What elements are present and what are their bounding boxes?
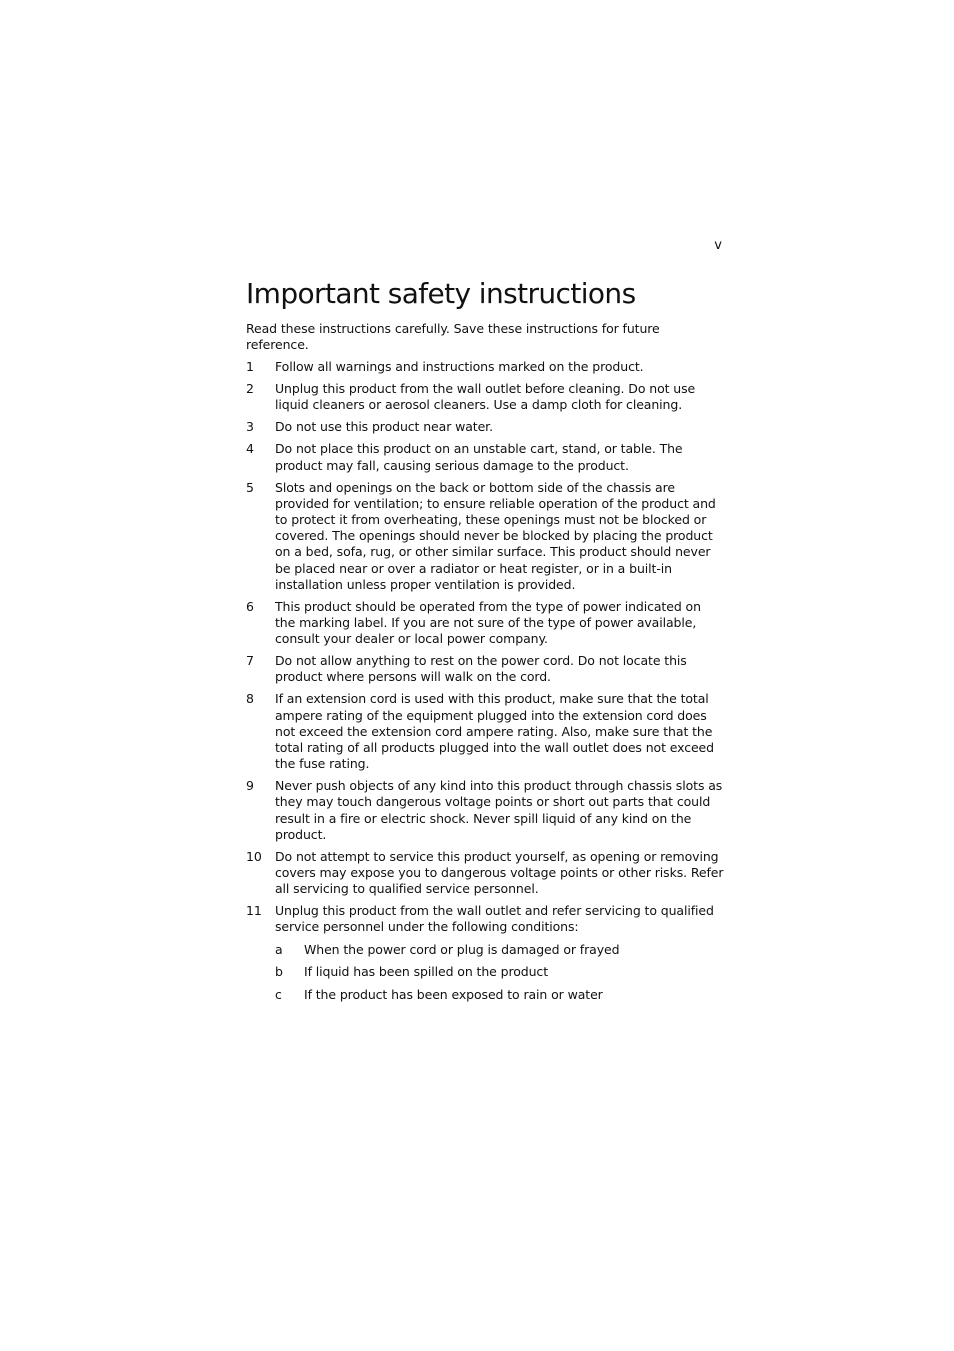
- instruction-number: 5: [246, 479, 254, 495]
- instruction-number: 7: [246, 653, 254, 669]
- condition-text: When the power cord or plug is damaged or frayed: [304, 941, 620, 957]
- instruction-number: 9: [246, 778, 254, 794]
- condition-list: [275, 942, 724, 1003]
- intro-paragraph: Read these instructions carefully. Save these instructions for future reference.: [246, 321, 660, 353]
- instruction-list: [246, 359, 724, 1003]
- condition-label: c: [275, 986, 282, 1002]
- instruction-text: Slots and openings on the back or bottom side of the chassis are provided for ventilation; to ensure reliable operation of the product and to protect it from overheating, these openings must not be blocked or covered. The openings should never be blocked by placing the product on a bed, sofa, rug, or other similar surface. This product should never be placed near or over a radiator or heat register, or in a built-in installation unless proper ventilation is provided.: [275, 479, 716, 592]
- instruction-item: [246, 359, 724, 375]
- condition-label: a: [275, 941, 283, 957]
- condition-item: [275, 987, 724, 1003]
- instruction-number: 3: [246, 419, 254, 435]
- instruction-number: 6: [246, 598, 254, 614]
- condition-text: If the product has been exposed to rain or water: [304, 986, 603, 1002]
- instruction-text: This product should be operated from the type of power indicated on the marking label. If you are not sure of the type of power available, consult your dealer or local power company.: [275, 598, 701, 647]
- instruction-number: 4: [246, 441, 254, 457]
- instruction-item: [246, 653, 724, 685]
- instruction-item: [246, 778, 724, 843]
- instruction-text: Unplug this product from the wall outlet and refer servicing to qualified service personnel under the following conditions:: [275, 903, 714, 935]
- instruction-text: Do not use this product near water.: [275, 419, 493, 435]
- instruction-number: 11: [246, 903, 262, 919]
- instruction-item: [246, 480, 724, 593]
- instruction-item: [246, 599, 724, 648]
- condition-text: If liquid has been spilled on the product: [304, 964, 548, 980]
- instruction-number: 10: [246, 848, 262, 864]
- instruction-text: Do not allow anything to rest on the power cord. Do not locate this product where persons will walk on the cord.: [275, 653, 687, 685]
- instruction-text: Never push objects of any kind into this product through chassis slots as they may touch dangerous voltage points or short out parts that could result in a fire or electric shock. Never spill liquid of any kind on the product.: [275, 778, 723, 842]
- instruction-item: [246, 903, 724, 1003]
- condition-item: [275, 942, 724, 958]
- instruction-item: [246, 691, 724, 772]
- instruction-item: [246, 419, 724, 435]
- instruction-text: Unplug this product from the wall outlet before cleaning. Do not use liquid cleaners or aerosol cleaners. Use a damp cloth for cleaning.: [275, 381, 696, 413]
- page-title: Important safety instructions: [246, 277, 636, 310]
- condition-item: [275, 964, 724, 980]
- instruction-text: If an extension cord is used with this product, make sure that the total ampere rating of the equipment plugged into the extension cord does not exceed the extension cord ampere rating. Also, make sure that the total rating of all products plugged into the wall outlet does not exceed the fuse rating.: [275, 691, 714, 772]
- condition-label: b: [275, 964, 283, 980]
- instruction-text: Do not attempt to service this product yourself, as opening or removing covers may expose you to dangerous voltage points or other risks. Refer all servicing to qualified service personnel.: [275, 848, 724, 897]
- instruction-text: Follow all warnings and instructions marked on the product.: [275, 359, 644, 375]
- instruction-item: [246, 441, 724, 473]
- page-content: [246, 275, 724, 1003]
- page-number: v: [714, 238, 722, 253]
- instruction-number: 2: [246, 381, 254, 397]
- instruction-item: [246, 849, 724, 898]
- instruction-text: Do not place this product on an unstable cart, stand, or table. The product may fall, causing serious damage to the product.: [275, 441, 683, 473]
- instruction-number: 8: [246, 691, 254, 707]
- instruction-number: 1: [246, 359, 254, 375]
- instruction-item: [246, 381, 724, 413]
